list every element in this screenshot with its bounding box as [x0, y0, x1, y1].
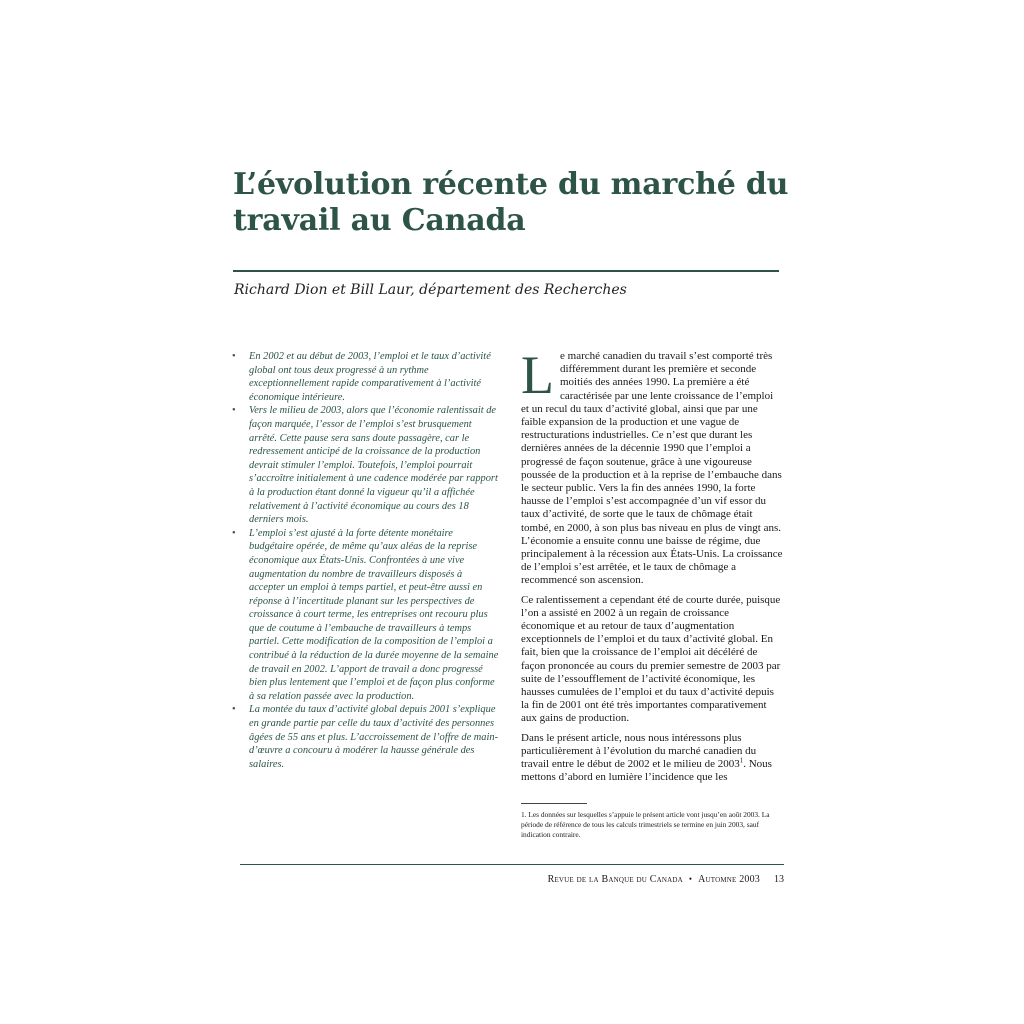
body-paragraph-1 [521, 345, 783, 588]
body-paragraph-3-continuation: . Nous mettons d’abord en lumière l’incidence que les [521, 758, 772, 784]
bullet-icon: • [232, 527, 236, 539]
body-column [521, 345, 783, 791]
footnote-reference[interactable]: 1 [739, 756, 744, 765]
page-footer [240, 872, 784, 887]
footer-rule [240, 864, 784, 865]
footer-separator: • [688, 874, 693, 884]
summary-item-text: L’emploi s’est ajusté à la forte détente monétaire budgétaire opérée, de même qu’aux aléas de la reprise économique aux États-Unis. Confrontées à une vive augmentation du nombre de travailleurs disposés à accepter un emploi à temps partiel, et peut-être aussi en réponse à l’incertitude planant sur les perspectives de croissance à court terme, les entreprises ont recouru plus que de coutume à l’embauche de travailleurs à temps partiel. Cette modification de la composition de l’emploi a contribué à la réduction de la durée moyenne de la semaine de travail en 2002. L’apport de travail a donc progressé bien plus lentement que l’emploi et de façon plus conforme à sa relation passée avec la production. [249, 527, 499, 702]
footnote: 1. Les données sur lesquelles s’appuie le présent article vont jusqu’en août 2003. La période de référence de tous les calculs trimestriels se termine en juin 2003, sauf indication contraire. [521, 810, 770, 839]
summary-item-text: La montée du taux d’activité global depuis 2001 s’explique en grande partie par celle du taux d’activité des personnes âgées de 55 ans et plus. L’accroissement de l’offre de main-d’œuvre a concouru à modérer la hausse générale des salaires. [249, 704, 499, 770]
summary-item-text: En 2002 et au début de 2003, l’emploi et le taux d’activité global ont tous deux progressé à un rythme exceptionnellement rapide comparativement à l’activité économique intérieure. [249, 351, 491, 403]
bullet-icon: • [232, 351, 236, 362]
journal-issue: Automne 2003 [698, 874, 760, 885]
summary-item-text: Vers le milieu de 2003, alors que l’économie ralentissait de façon marquée, l’essor de l’emploi s’est brusquement arrêté. Cette pause sera sans doute passagère, car le redressement anticipé de la croissance de la production devrait stimuler l’emploi. Toutefois, l’emploi pourrait s’accroître initialement à une cadence modérée par rapport à la production étant donné la vigueur qu’il a affichée relativement à l’activité économique au cours des 18 derniers mois. [249, 405, 498, 526]
drop-cap: L [521, 345, 554, 405]
footnote-rule [521, 803, 587, 804]
article-title: L’évolution récente du marché du travail au Canada [233, 167, 789, 238]
summary-list [232, 350, 500, 771]
page-number: 13 [774, 874, 784, 885]
article-authors: Richard Dion et Bill Laur, département des Recherches [234, 282, 627, 298]
body-paragraph-3 [521, 732, 783, 785]
bullet-icon: • [232, 405, 236, 417]
title-rule [233, 270, 779, 272]
body-paragraph-1-text: e marché canadien du travail s’est comporté très différemment durant les première et seconde moitiés des années 1990. La première a été caractérisée par une lente croissance de l’emploi et un recul du taux d’activité global, ainsi que par une faible expansion de la production et une vague de restructurations industrielles. Ce n’est que durant les dernières années de la décennie 1990 que l’emploi a progressé de façon soutenue, grâce à une vigoureuse poussée de la production et à la reprise de l’embauche dans le secteur public. Vers la fin des années 1990, la forte hausse de l’emploi s’est accompagnée d’un vif essor du taux d’activité, de sorte que le taux de chômage était tombé, en 2000, à son plus bas niveau en plus de vingt ans. L’économie a ensuite connu une baisse de régime, due principalement à la récession aux États-Unis. La croissance de l’emploi s’est arrêtée, et le taux de chômage a recommencé son ascension. [521, 350, 783, 587]
body-paragraph-3-text: Dans le présent article, nous nous intéressons plus particulièrement à l’évolution du marché canadien du travail entre le début de 2002 et le milieu de 2003 [521, 731, 757, 771]
summary-item [232, 404, 500, 526]
bullet-icon: • [232, 704, 236, 716]
summary-item [232, 350, 500, 404]
summary-item [232, 527, 500, 704]
summary-item [232, 703, 500, 771]
body-paragraph-2: Ce ralentissement a cependant été de courte durée, puisque l’on a assisté en 2002 à un regain de croissance économique et au retour de taux d’augmentation exceptionnels de l’emploi et du taux d’activité global. En fait, bien que la croissance de l’emploi ait décéléré de façon prononcée au cours du premier semestre de 2003 par suite de l’essoufflement de l’activité économique, les hausses cumulées de l’emploi et du taux d’activité depuis la fin de 2001 ont été très importantes comparativement aux gains de production. [521, 593, 781, 725]
journal-name: Revue de la Banque du Canada [547, 874, 683, 885]
